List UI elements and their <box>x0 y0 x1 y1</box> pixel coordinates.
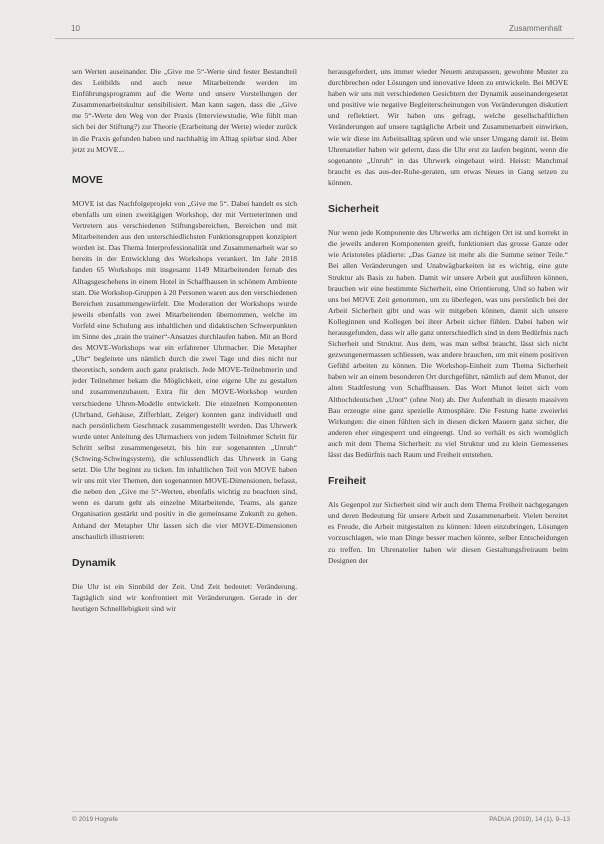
sicherheit-paragraph: Nur wenn jede Komponente des Uhrwerks am richtigen Ort ist und korrekt in die jeweils anderen Komponenten greift, funktioniert das grosse Ganze oder wie Aristoteles plädierte: „Das Ganze ist mehr als die Summe seiner Teile.“ Bei allen Veränderungen und Unabwägbarkeiten ist es wichtig, eine gute Struktur als Basis zu haben. Damit wir unsere Arbeit gut ausführen können, brauchen wir eine bestimmte Sicherheit, eine Orientierung. Und so haben wir uns bei MOVE Zeit genommen, um zu überlegen, was uns persönlich bei der Arbeit Sicherheit gibt und was wir mitgeben können, damit sich unsere Kolleginnen und Kollegen bei ihrer Arbeit sicher fühlen. Dabei haben wir herausgefunden, dass wir alle ganz unterschiedlich sind in dem Bedürfnis nach Sicherheit und Struktur. Aus dem, was man selbst braucht, lässt sich nicht gezwungenermassen schliessen, was andere brauchen, um mit einem positiven Gefühl arbeiten zu können. Die Workshop-Einheit zum Thema Sicherheit haben wir an einem besonderen Ort durchgeführt, nämlich auf dem Munot, der alten Stadtfestung von Schaffhausen. Das Wort Munot leitet sich vom Althochdeutschen „Unot“ (ohne Not) ab. Der Aufenthalt in diesem massiven Bau erzeugte eine ganz spezielle Atmosphäre. Die Festung hatte zweierlei Wirkungen: die einen fühlten sich in diesen dicken Mauern ganz sicher, die anderen eher eingesperrt und eingeengt. Und so verhält es sich womöglich auch mit dem Thema Sicherheit: zu viel Struktur und zu klein Gemessenes lässt das Bedürfnis nach Raum und Freiheit entstehen. <box>328 228 568 459</box>
dynamik-paragraph: Die Uhr ist ein Sinnbild der Zeit. Und Zeit bedeutet: Veränderung. Tagtäglich sind wir konfrontiert mit Veränderungen. Gerade in der heutigen Schnelllebigkeit sind wir <box>72 581 297 614</box>
page-footer <box>72 811 570 826</box>
heading-sicherheit: Sicherheit <box>328 203 379 216</box>
footer-citation: PADUA (2019), 14 (1), 9–13 <box>489 816 570 823</box>
section-title: Zusammenhalt <box>509 24 562 33</box>
left-column <box>72 66 297 620</box>
heading-move: MOVE <box>72 173 103 186</box>
freiheit-paragraph: Als Gegenpol zur Sicherheit sind wir auch dem Thema Freiheit nachgegangen und deren Bedeutung für unsere Arbeit und Zusammenarbeit. Vielen bereitet es Freude, die Arbeit mitgestalten zu können: Ideen einzubringen, Lösungen vorzuschlagen, wie man Dinge besser machen könnte, selber Entscheidungen zu treffen. Im Uhrenatelier haben wir diesen Gestaltungsfreiraum beim Designen der <box>328 500 568 565</box>
intro-paragraph: sen Werten auseinander. Die „Give me 5“-Werte sind fester Bestandteil des Leitbilds und auch neue Mitarbeitende werden im Einführungsprogramm auf die Werte und unsere Vorstellungen der Zusammenarbeitskultur sensibilisiert. Man kann sagen, dass die „Give me 5“-Werte den Weg von der Praxis (Interviewstudie, Wie fühlt man sich bei der Stiftung?) zur Theorie (Erarbeitung der Werte) wieder zurück in die Praxis gefunden haben und nachhaltig im Alltag spürbar sind. Aber jetzt zu MOVE... <box>72 67 297 154</box>
heading-freiheit: Freiheit <box>328 475 366 488</box>
continued-paragraph: herausgefordert, uns immer wieder Neuem anzupassen, gewohnte Muster zu durchbrechen oder Lösungen und innovative Ideen zu entwickeln. Bei MOVE haben wir uns mit verschiedenen Gesichtern der Dynamik auseinandergesetzt und positive wie negative Begleiterscheinungen von Veränderungen diskutiert und reflektiert. Wir haben uns gefragt, welche gesellschaftlichen Veränderungen auf unsere tagtägliche Arbeit und Zusammenarbeit einwirken, wie wir diese im Arbeitsalltag spüren und wie unser Umgang damit ist. Beim Uhrenatelier haben wir gelernt, dass die Uhr erst zu laufen beginnt, wenn die sogenannte „Unruh“ in das Uhrwerk eingebaut wird. Heisst: Manchmal braucht es das aus-der-Ruhe-geraten, um etwas Neues in Gang setzen zu können. <box>328 67 568 187</box>
move-paragraph: MOVE ist das Nachfolgeprojekt von „Give me 5“. Dabei handelt es sich ebenfalls um einen zweitägigen Workshop, der mit Vertreterinnen und Vertretern aus verschiedenen Stiftungsbereichen, Bereichen und mit Mitarbeitenden aus den unterschiedlichsten Funktionsgruppen konzipiert worden ist. Das Thema Interprofessionalität und Zusammenarbeit war so bereits in der Entwicklung des Workshops verankert. Im Jahr 2018 fanden 65 Workshops mit insgesamt 1149 Mitarbeitenden fernab des Alltagsgeschehens in einem Hotel in Schaffhausen in schönem Ambiente statt. Die Workshop-Gruppen à 20 Personen waren aus den verschiedenen Bereichen zusammengewürfelt. Die Moderation der Workshops wurde jeweils ebenfalls von zwei Mitarbeitenden übernommen, welche im Vorfeld eine Schulung aus inhaltlichen und didaktischen Schwerpunkten im Sinne des „train the trainer“-Ansatzes durchlaufen haben. Mit an Bord des MOVE-Workshops war ein erfahrener Uhrmacher. Die Metapher „Uhr“ begleitete uns nämlich durch die zwei Tage und dies nicht nur theoretisch, sondern auch ganz praktisch. Jede MOVE-Teilnehmerin und jeder Teilnehmer bekam die Möglichkeit, eine eigene Uhr zu gestalten und zusammenzubauen. Extra für den MOVE-Workshop wurden verschiedene Uhren-Modelle entwickelt. Die einzelnen Komponenten (Uhrband, Gehäuse, Zifferblatt, Zeiger) konnten ganz individuell und nach persönlichem Geschmack zusammengestellt werden. Das Uhrwerk wurde unter Anleitung des Uhrmachers von jedem Teilnehmer Schritt für Schritt selbst zusammengesetzt, bis hin zur sogenannten „Unruh“ (Schwing-Schwingsystem), die schlussendlich das Uhrwerk in Gang setzt. Die Uhr beginnt zu ticken. Im inhaltlichen Teil von MOVE haben wir uns mit vier Themen, den sogenannten MOVE-Dimensionen, befasst, die neben den „Give me 5“-Werten, ebenfalls wichtig zu beachten sind, wenn es darum geht als einzelne Mitarbeitende, Teams, als ganze Organisation gestärkt und positiv in die gemeinsame Zukunft zu gehen. Anhand der Metapher Uhr lassen sich die vier MOVE-Dimensionen anschaulich illustrieren: <box>72 198 297 541</box>
page-number: 10 <box>71 24 80 33</box>
right-column <box>328 66 568 572</box>
running-header <box>55 22 574 39</box>
heading-dynamik: Dynamik <box>72 556 116 569</box>
footer-copyright: © 2019 Hogrefe <box>72 816 118 823</box>
